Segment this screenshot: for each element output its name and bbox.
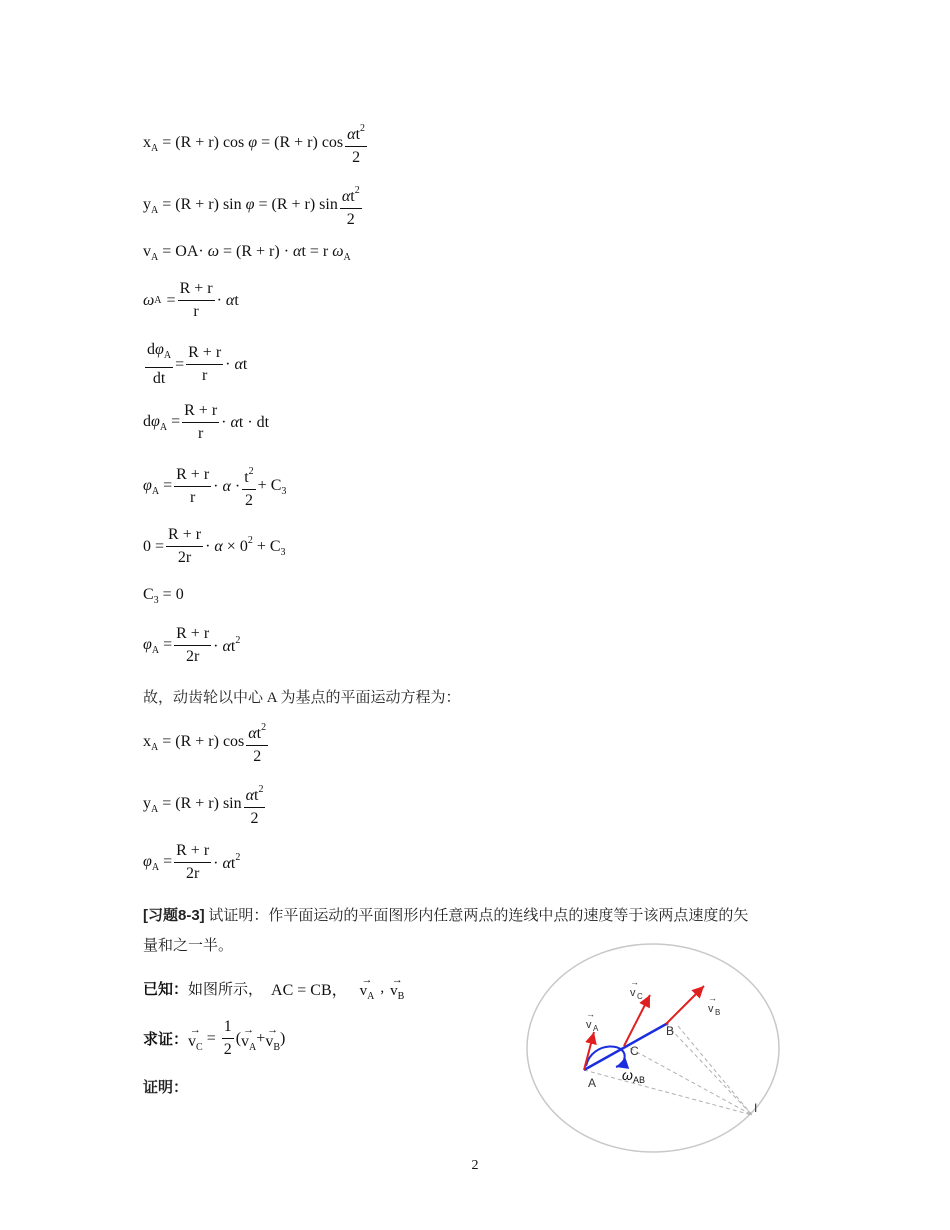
vB-label-arrow: → (708, 993, 717, 1003)
point-I-label: I (754, 1101, 758, 1115)
equation-xA-final: $x_A = (R + r)$ cos $\frac{\alpha t^2}{2}$ (143, 719, 270, 766)
problem-statement (143, 904, 748, 925)
vB-label-sub: B (715, 1008, 721, 1017)
equation-dphi-dt: $\frac{d\varphi_A}{dt}$ = $\frac{R + r}{r}$ · αt (147, 341, 248, 387)
problem-statement-line2: 量和之一半。 (143, 938, 234, 954)
prove-label: 求证： (143, 1031, 189, 1048)
equation-xA-1: $x_A = (R + r)$ cos φ = (R + r) cos $\frac{\alpha t^2}{2}$ (143, 120, 369, 167)
boundary-ellipse (527, 944, 779, 1152)
equation-phiA-1: $\varphi_A$ = $\frac{R + r}{2r}$ · $\alpha t^2$ (143, 625, 241, 665)
equation-phiA-integral: $\varphi_A$ = $\frac{R + r}{r}$ · α · $\frac{t^2}{2}$ + $C_3$ (143, 463, 286, 510)
vC-label-arrow: → (630, 977, 639, 987)
proof-label: 证明： (143, 1079, 189, 1096)
equation-C3: $C_3 = 0$ (143, 586, 184, 606)
intro-text: 故，动齿轮以中心 A 为基点的平面运动方程为： (143, 690, 461, 706)
given-condition: AC = CB， (271, 982, 348, 999)
vC-arrow (624, 995, 650, 1046)
point-A-label: A (588, 1076, 597, 1090)
vB-label: v (708, 1003, 714, 1015)
vA-label-arrow: → (586, 1009, 595, 1019)
vC-label: v (630, 987, 636, 999)
point-C-label: C (630, 1044, 639, 1058)
equation-yA-1: $y_A = (R + r)$ sin φ = (R + r) sin $\frac{\alpha t^2}{2}$ (143, 182, 364, 229)
given-label: 已知： (143, 981, 189, 998)
given-line: 已知： 如图所示， AC = CB， → $v_A$ , → $v_B$ (143, 974, 405, 1002)
page-number: 2 (471, 1158, 479, 1173)
equation-vA: $v_A = OA\cdot \omega = (R + r) \cdot \alpha t = r$ $\omega_A$ (143, 243, 351, 263)
problem-line1: 试证明：作平面运动的平面图形内任意两点的连线中点的速度等于该两点速度的矢 (208, 908, 749, 924)
prove-line: 求证： → $v_C$ = $\frac{1}{2}$ ( → $v_A$ + → $v_B$ ) (143, 1018, 286, 1058)
point-B-label: B (666, 1024, 675, 1038)
equation-initial-condition: 0 = $\frac{R + r}{2r}$ · $\alpha \times 0^2 + C_3$ (143, 526, 286, 566)
vA-label-sub: A (593, 1024, 599, 1033)
omega-sub-label: AB (633, 1075, 646, 1085)
equation-yA-final: $y_A = (R + r)$ sin $\frac{\alpha t^2}{2}$ (143, 781, 267, 828)
omega-label: ω (622, 1067, 633, 1083)
equation-phiA-final: $\varphi_A$ = $\frac{R + r}{2r}$ · $\alpha t^2$ (143, 842, 241, 882)
velocity-figure (520, 940, 790, 1160)
given-text: 如图所示， (188, 982, 264, 998)
equation-dphiA: $d\varphi_A$ = $\frac{R + r}{r}$ · αt · dt (143, 402, 270, 442)
vA-label: v (586, 1019, 592, 1031)
vC-label-sub: C (637, 992, 643, 1001)
problem-tag: [习题8-3] (143, 907, 205, 924)
equation-omegaA: ω A = $\frac{R + r}{r}$ · αt (143, 280, 239, 320)
vB-arrow (666, 986, 704, 1024)
